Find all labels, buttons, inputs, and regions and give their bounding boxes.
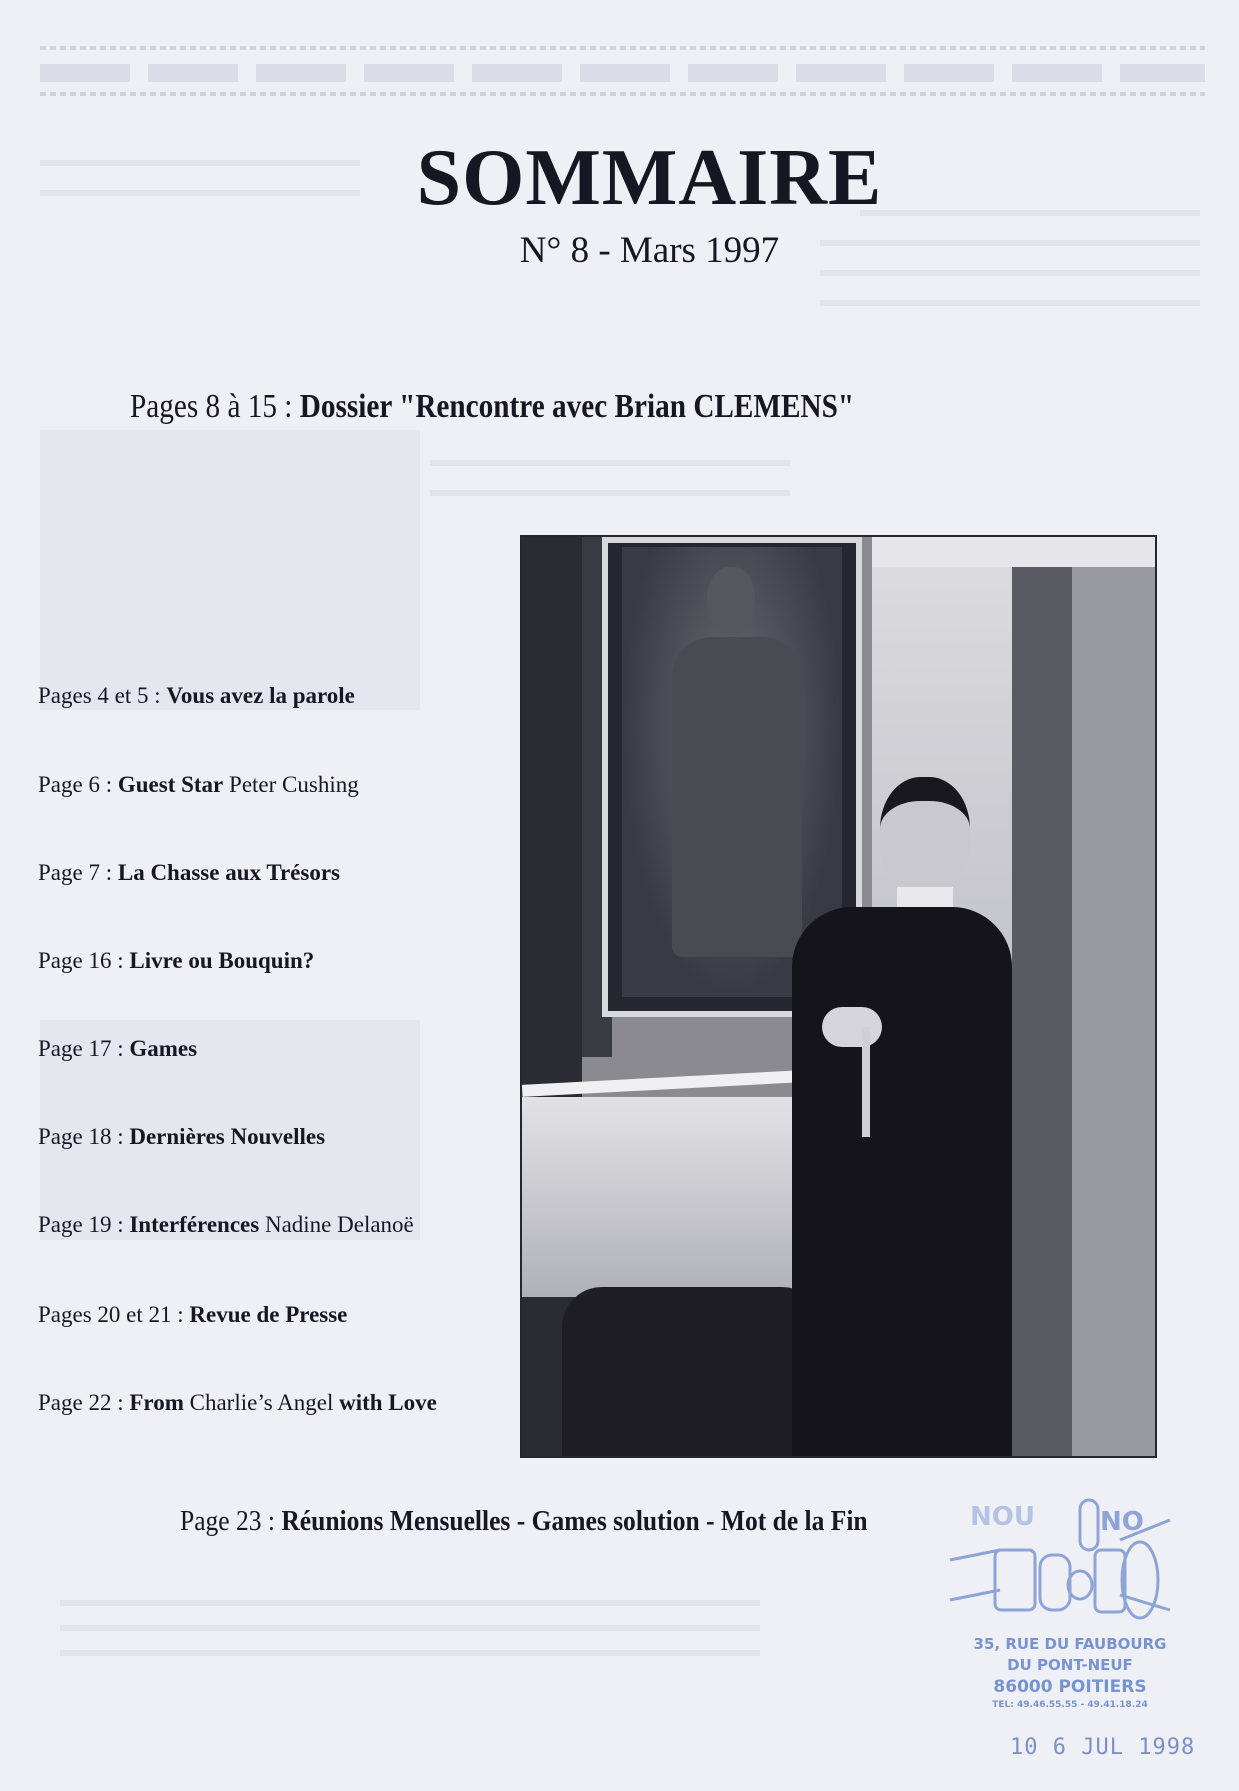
showthrough-line xyxy=(60,1625,760,1631)
toc-title-suffix: with Love xyxy=(339,1390,437,1415)
toc-item-chasse-aux-tresors xyxy=(38,860,340,886)
showthrough-line xyxy=(60,1650,760,1656)
man-suit xyxy=(792,907,1012,1458)
toc-title: Dernières Nouvelles xyxy=(129,1124,326,1149)
toc-pages: Page 19 : xyxy=(38,1212,130,1237)
toc-item-vous-avez-la-parole xyxy=(38,683,355,709)
header-dotted-rule-top xyxy=(40,46,1205,50)
svg-text:NO: NO xyxy=(1100,1507,1144,1537)
page-title xyxy=(0,134,1239,222)
right-wall xyxy=(1072,567,1157,1458)
stamp-logo-icon xyxy=(940,1490,1180,1630)
toc-title: Vous avez la parole xyxy=(166,683,355,708)
dossier-entry xyxy=(130,388,854,426)
photo-brian-clemens-scene xyxy=(520,535,1157,1458)
column xyxy=(1012,557,1072,1457)
toc-title: Revue de Presse xyxy=(189,1302,348,1327)
toc-pages: Page 7 : xyxy=(38,860,118,885)
toc-item-revue-de-presse xyxy=(38,1302,347,1328)
toc-subject: Nadine Delanoë xyxy=(259,1212,414,1237)
toc-pages: Page 22 : xyxy=(38,1390,130,1415)
man-head xyxy=(880,777,970,892)
toc-item-games xyxy=(38,1036,197,1062)
toc-pages: Page 17 : xyxy=(38,1036,130,1061)
toc-item-dernieres-nouvelles xyxy=(38,1124,325,1150)
toc-item-charlies-angel xyxy=(38,1390,437,1416)
toc-pages: Page 16 : xyxy=(38,948,130,973)
stamp-address-line1: 35, RUE DU FAUBOURG xyxy=(973,1635,1167,1653)
toc-item-interferences xyxy=(38,1212,414,1238)
shop-stamp xyxy=(940,1490,1180,1715)
fireplace xyxy=(522,1097,802,1297)
armchair xyxy=(562,1287,822,1458)
toc-pages: Pages 20 et 21 : xyxy=(38,1302,190,1327)
cornice xyxy=(872,537,1157,567)
toc-subject: Peter Cushing xyxy=(223,772,359,797)
toc-title: Réunions Mensuelles - Games solution - Mot de la Fin xyxy=(281,1505,868,1537)
issue-subtitle xyxy=(0,232,1239,269)
showthrough-line xyxy=(60,1600,760,1606)
stamp-address-line2: DU PONT-NEUF xyxy=(1007,1656,1133,1674)
toc-item-livre-ou-bouquin xyxy=(38,948,314,974)
toc-title: Games xyxy=(129,1036,198,1061)
dossier-pages: Pages 8 à 15 : xyxy=(130,388,300,425)
showthrough-line xyxy=(430,460,790,466)
toc-subject: Charlie’s Angel xyxy=(183,1390,340,1415)
toc-pages: Page 6 : xyxy=(38,772,118,797)
svg-text:NOU: NOU xyxy=(970,1502,1035,1532)
showthrough-block xyxy=(40,430,420,710)
toc-title: From xyxy=(129,1390,184,1415)
toc-pages: Pages 4 et 5 : xyxy=(38,683,167,708)
stamp-address-line4: TEL: 49.46.55.55 - 49.41.18.24 xyxy=(992,1700,1148,1710)
page-title-text: SOMMAIRE xyxy=(416,134,883,222)
toc-title: Interférences xyxy=(129,1212,260,1237)
toc-pages: Page 23 : xyxy=(180,1505,282,1537)
toc-title: Guest Star xyxy=(117,772,224,797)
toc-pages: Page 18 : xyxy=(38,1124,130,1149)
toc-item-final xyxy=(180,1505,868,1538)
header-dotted-rule-bottom xyxy=(40,92,1205,96)
showthrough-line xyxy=(820,300,1200,306)
toc-item-guest-star xyxy=(38,772,359,798)
header-showthrough-text xyxy=(40,64,1205,82)
painting-figure-body xyxy=(672,637,802,957)
dossier-title: Dossier "Rencontre avec Brian CLEMENS" xyxy=(299,388,855,425)
stamp-address-line3: 86000 POITIERS xyxy=(993,1677,1147,1697)
painting-figure-head xyxy=(707,567,755,635)
toc-title: La Chasse aux Trésors xyxy=(117,860,340,885)
toc-title: Livre ou Bouquin? xyxy=(129,948,315,973)
showthrough-line xyxy=(820,270,1200,276)
man-hand xyxy=(822,1007,882,1047)
date-stamp: 10 6 JUL 1998 xyxy=(1010,1735,1196,1760)
issue-subtitle-text: N° 8 - Mars 1997 xyxy=(519,230,780,271)
showthrough-line xyxy=(430,490,790,496)
umbrella-handle xyxy=(862,1027,870,1137)
